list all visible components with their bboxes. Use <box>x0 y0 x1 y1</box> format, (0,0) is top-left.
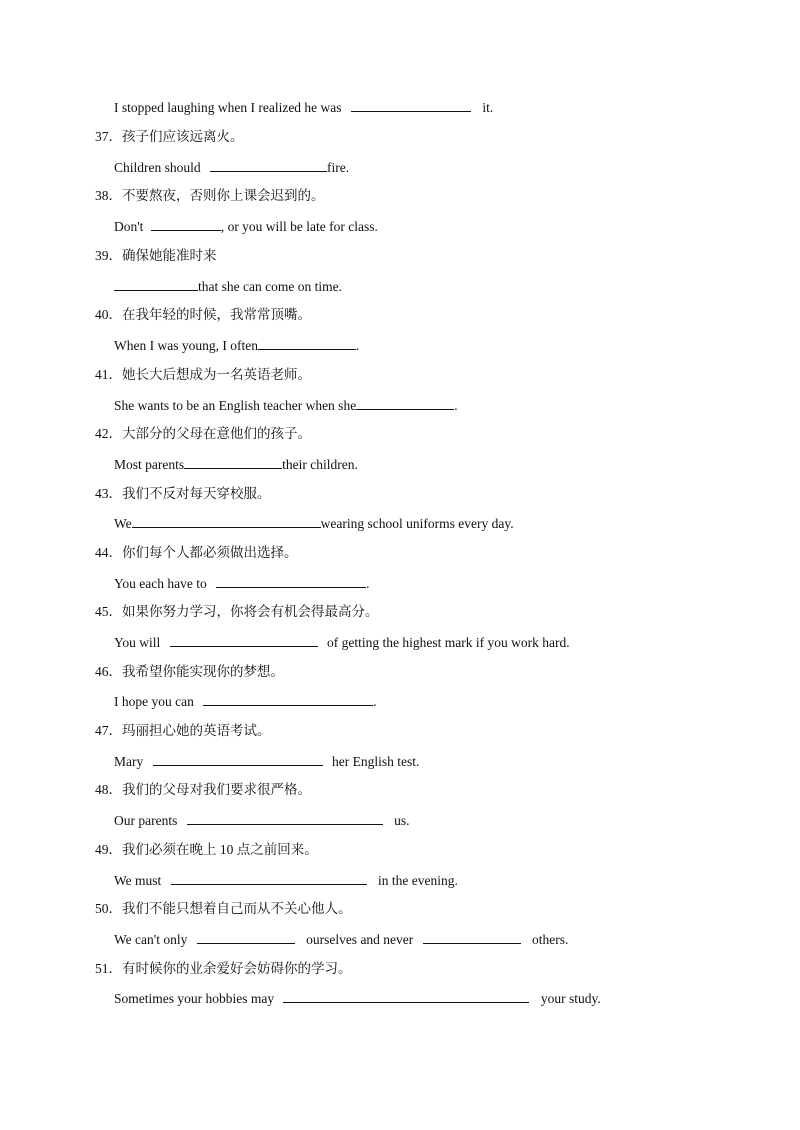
q40-blank[interactable] <box>258 336 356 350</box>
q37-chinese-prompt <box>95 128 244 146</box>
q45-chinese-text: 如果你努力学习，你将会有机会得最高分。 <box>122 604 379 619</box>
q47-text-after: her English test. <box>332 754 420 769</box>
q38-chinese-text: 不要熬夜，否则你上课会迟到的。 <box>122 188 325 203</box>
q37-blank[interactable] <box>210 158 327 172</box>
q36-text-before: I stopped laughing when I realized he was <box>114 100 342 115</box>
q40-text-before: When I was young, I often <box>114 338 258 353</box>
q46-number: 46． <box>95 664 122 679</box>
q48-chinese-text: 我们的父母对我们要求很严格。 <box>122 782 311 797</box>
q43-text-before: We <box>114 516 132 531</box>
q50-text-middle: ourselves and never <box>306 932 414 947</box>
q38-number: 38． <box>95 188 122 203</box>
q37-english-line <box>114 158 349 177</box>
q51-text-after: your study. <box>540 991 601 1006</box>
q51-blank[interactable] <box>283 989 529 1003</box>
q50-number: 50． <box>95 901 122 916</box>
q48-english-line <box>114 811 410 830</box>
q50-blank-1[interactable] <box>197 930 295 944</box>
q51-english-line <box>114 989 601 1008</box>
q51-number: 51． <box>95 961 122 976</box>
q45-text-before: You will <box>114 635 161 650</box>
q49-text-before: We must <box>114 873 162 888</box>
q37-text-after: fire. <box>327 160 350 175</box>
q39-number: 39． <box>95 248 122 263</box>
q45-text-after: of getting the highest mark if you work hard. <box>327 635 570 650</box>
q46-text-after: . <box>373 694 377 709</box>
q44-chinese-text: 你们每个人都必须做出选择。 <box>122 545 298 560</box>
q45-blank[interactable] <box>170 633 318 647</box>
q45-number: 45． <box>95 604 122 619</box>
q47-text-before: Mary <box>114 754 144 769</box>
q43-text-after: wearing school uniforms every day. <box>320 516 514 531</box>
q50-chinese-text: 我们不能只想着自己而从不关心他人。 <box>122 901 352 916</box>
q46-english-line <box>114 692 377 711</box>
q50-text-before: We can't only <box>114 932 188 947</box>
q44-number: 44． <box>95 545 122 560</box>
q48-text-before: Our parents <box>114 813 178 828</box>
q43-chinese-text: 我们不反对每天穿校服。 <box>122 486 271 501</box>
q48-number: 48． <box>95 782 122 797</box>
q47-english-line <box>114 752 419 771</box>
q49-text-after: in the evening. <box>378 873 458 888</box>
q51-text-before: Sometimes your hobbies may <box>114 991 275 1006</box>
q41-blank[interactable] <box>356 396 454 410</box>
q47-chinese-prompt <box>95 722 271 740</box>
q40-chinese-prompt <box>95 306 311 324</box>
q48-text-after: us. <box>394 813 410 828</box>
q43-number: 43． <box>95 486 122 501</box>
q41-text-before: She wants to be an English teacher when she <box>114 398 357 413</box>
q50-chinese-prompt <box>95 900 352 918</box>
q50-english-line <box>114 930 568 949</box>
q39-chinese-prompt <box>95 247 217 265</box>
q49-chinese-prompt <box>95 841 318 859</box>
q45-english-line <box>114 633 570 652</box>
q44-chinese-prompt <box>95 544 298 562</box>
q36-blank[interactable] <box>351 98 471 112</box>
q42-chinese-prompt <box>95 425 311 443</box>
q49-blank[interactable] <box>171 871 367 885</box>
q41-number: 41． <box>95 367 122 382</box>
q41-chinese-text: 她长大后想成为一名英语老师。 <box>122 367 311 382</box>
q47-number: 47． <box>95 723 122 738</box>
q38-blank[interactable] <box>151 217 221 231</box>
q50-text-after: others. <box>532 932 569 947</box>
q39-text-after: that she can come on time. <box>198 279 342 294</box>
q44-english-line <box>114 574 369 593</box>
q45-chinese-prompt <box>95 603 379 621</box>
q42-number: 42． <box>95 426 122 441</box>
q44-text-before: You each have to <box>114 576 207 591</box>
q51-chinese-text: 有时候你的业余爱好会妨碍你的学习。 <box>122 961 352 976</box>
q41-chinese-prompt <box>95 366 311 384</box>
q41-text-after: . <box>454 398 458 413</box>
q50-blank-2[interactable] <box>423 930 521 944</box>
q48-blank[interactable] <box>187 811 383 825</box>
q36-english-line <box>114 98 493 117</box>
q43-blank[interactable] <box>132 514 321 528</box>
q47-chinese-text: 玛丽担心她的英语考试。 <box>122 723 271 738</box>
q40-number: 40． <box>95 307 122 322</box>
q48-chinese-prompt <box>95 781 311 799</box>
q43-english-line <box>114 514 514 533</box>
q38-english-line <box>114 217 378 236</box>
q42-chinese-text: 大部分的父母在意他们的孩子。 <box>122 426 311 441</box>
q37-text-before: Children should <box>114 160 201 175</box>
q41-english-line <box>114 396 458 415</box>
q39-chinese-text: 确保她能准时来 <box>122 248 217 263</box>
q39-blank[interactable] <box>114 277 198 291</box>
q37-number: 37． <box>95 129 122 144</box>
q47-blank[interactable] <box>153 752 323 766</box>
q46-chinese-prompt <box>95 663 284 681</box>
q38-text-before: Don't <box>114 219 144 234</box>
q40-chinese-text: 在我年轻的时候，我常常顶嘴。 <box>122 307 311 322</box>
q44-blank[interactable] <box>216 574 366 588</box>
q44-text-after: . <box>366 576 370 591</box>
q46-chinese-text: 我希望你能实现你的梦想。 <box>122 664 284 679</box>
q38-chinese-prompt <box>95 187 325 205</box>
q51-chinese-prompt <box>95 960 352 978</box>
q46-text-before: I hope you can <box>114 694 194 709</box>
q46-blank[interactable] <box>203 692 373 706</box>
q37-chinese-text: 孩子们应该远离火。 <box>122 129 244 144</box>
q36-text-after: it. <box>482 100 494 115</box>
q43-chinese-prompt <box>95 485 271 503</box>
q42-text-before: Most parents <box>114 457 185 472</box>
q49-english-line <box>114 871 458 890</box>
q42-blank[interactable] <box>184 455 282 469</box>
q42-text-after: their children. <box>282 457 358 472</box>
q42-english-line <box>114 455 358 474</box>
q49-number: 49． <box>95 842 122 857</box>
q40-text-after: . <box>355 338 360 353</box>
q40-english-line <box>114 336 359 355</box>
q49-chinese-text: 我们必须在晚上 10 点之前回来。 <box>122 842 318 857</box>
q38-text-after: , or you will be late for class. <box>220 219 378 234</box>
q39-english-line <box>114 277 342 296</box>
